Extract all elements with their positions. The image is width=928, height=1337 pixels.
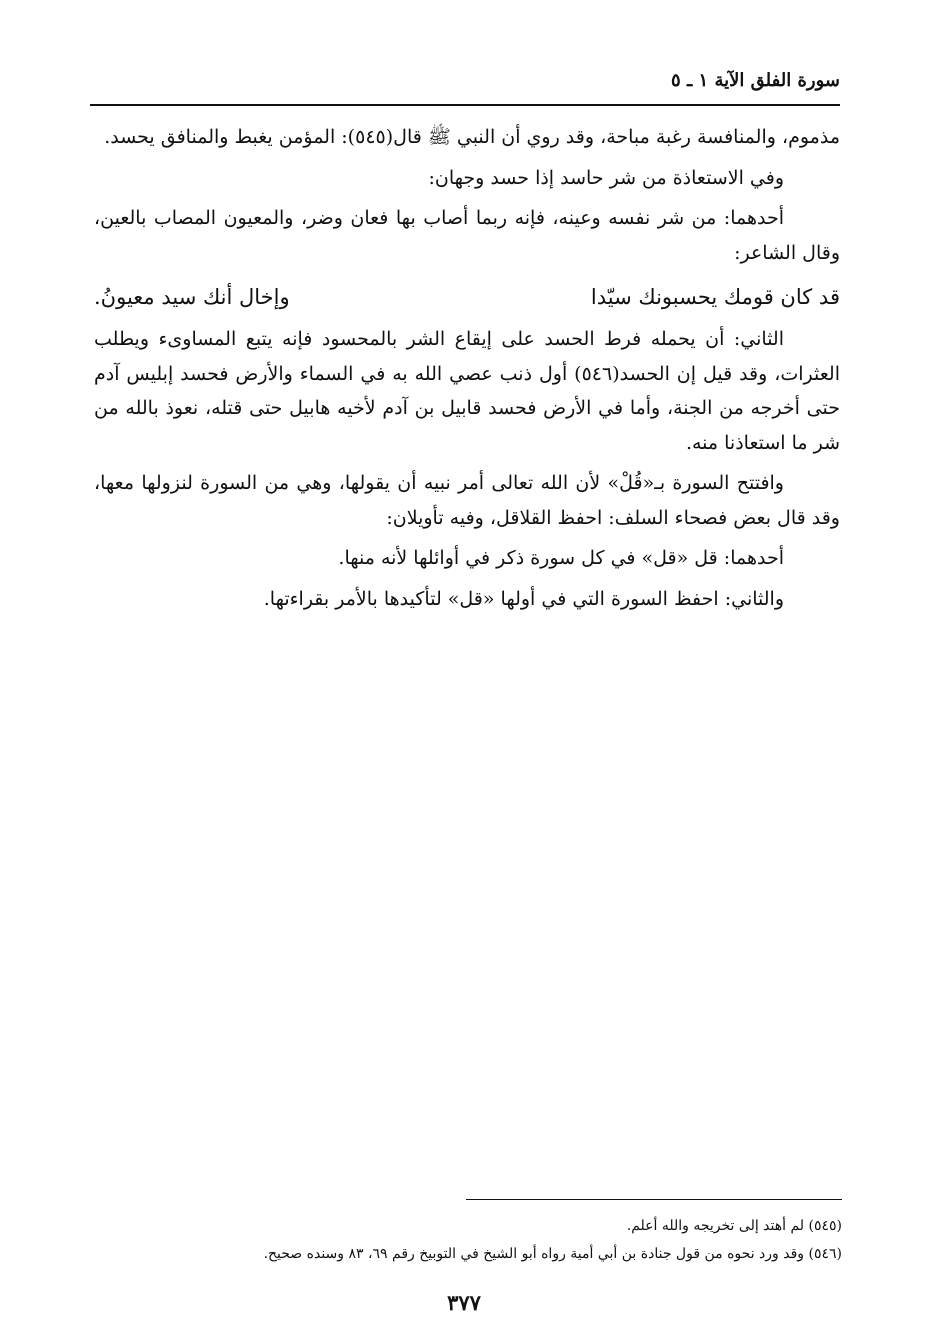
page-number: ٣٧٧ — [447, 1290, 481, 1315]
footnote-rule — [466, 1199, 842, 1200]
paragraph-interpretation-one: أحدهما: قل «قل» في كل سورة ذكر في أوائلها لأنه منها. — [338, 547, 784, 569]
verse-first-hemistich: قد كان قومك يحسبونك سيّدا — [590, 285, 840, 309]
footnotes — [120, 1212, 842, 1268]
paragraph-interpretation-two: والثاني: احفظ السورة التي في أولها «قل» لتأكيدها بالأمر بقراءتها. — [263, 587, 784, 610]
main-text — [94, 120, 840, 622]
paragraph-two-aspects: وفي الاستعاذة من شر حاسد إذا حسد وجهان: — [428, 166, 784, 189]
verse-second-hemistich: وإخال أنك سيد معيونُ. — [94, 285, 290, 309]
paragraph-continuation: مذموم، والمنافسة رغبة مباحة، وقد روي أن النبي ﷺ قال(٥٤٥): المؤمن يغبط والمنافق يحسد. — [104, 126, 840, 148]
poetry-verse — [94, 276, 840, 318]
footnote-545: (٥٤٥) لم أهتد إلى تخريجه والله أعلم. — [626, 1218, 842, 1234]
header-rule — [90, 104, 840, 106]
paragraph-first-aspect: أحدهما: من شر نفسه وعينه، فإنه ربما أصاب بها فعان وضر، والمعيون المصاب بالعين، وقال الشاعر: — [94, 207, 840, 264]
footnote-546: (٥٤٦) وقد ورد نحوه من قول جنادة بن أبي أمية رواه أبو الشيخ في التوبيخ رقم ٦٩، ٨٣ وسنده صحيح. — [263, 1246, 842, 1262]
running-head: سورة الفلق الآية ١ ـ ٥ — [671, 70, 840, 91]
paragraph-opening-qul: وافتتح السورة بـ«قُلْ» لأن الله تعالى أمر نبيه أن يقولها، وهي من السورة لنزولها معها، وقد قال بعض فصحاء السلف: احفظ القلاقل، وفيه تأويلان: — [94, 472, 840, 529]
paragraph-second-aspect: الثاني: أن يحمله فرط الحسد على إيقاع الشر بالمحسود فإنه يتبع المساوىء ويطلب العثرات، وقد قيل إن الحسد(٥٤٦) أول ذنب عصي الله به في السماء والأرض فحسد إبليس آدم حتى أخرجه من الجنة، وأما في الأرض فحسد قابيل بن آدم لأخيه هابيل حتى قتله، نعوذ بالله من شر ما استعاذنا منه. — [94, 328, 840, 454]
